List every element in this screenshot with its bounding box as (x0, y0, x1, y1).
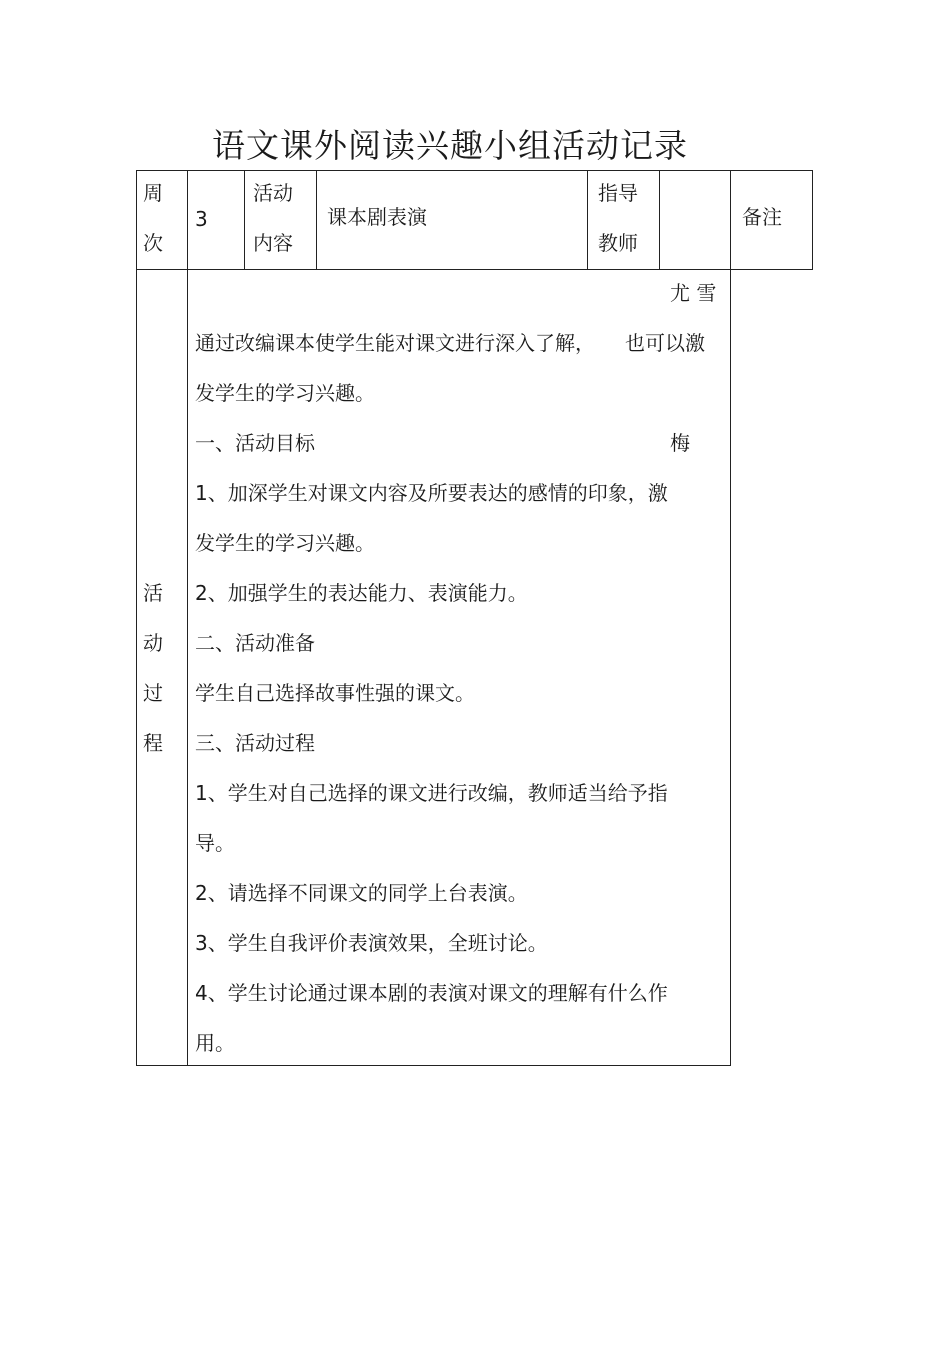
week-label-line-2: 次 (143, 231, 163, 255)
content-label-line-1: 活动 (253, 181, 293, 205)
content-value: 课本剧表演 (327, 205, 427, 229)
table-border-left (136, 170, 137, 1066)
teacher-label-line-2: 教师 (598, 231, 638, 255)
process-line: 发学生的学习兴趣。 (195, 381, 375, 405)
process-line: 1、学生对自己选择的课文进行改编，教师适当给予指 (195, 781, 668, 805)
process-label-char: 过 (143, 681, 163, 705)
process-label-char: 程 (143, 731, 163, 755)
teacher-name-line-2: 梅 (670, 431, 690, 455)
process-line: 4、学生讨论通过课本剧的表演对课文的理解有什么作 (195, 981, 668, 1005)
process-label-char: 动 (143, 631, 163, 655)
process-line: 学生自己选择故事性强的课文。 (195, 681, 475, 705)
teacher-label (598, 168, 638, 268)
process-line: 1、加深学生对课文内容及所要表达的感情的印象，激 (195, 481, 668, 505)
remarks-label: 备注 (742, 205, 782, 229)
page-title: 语文课外阅读兴趣小组活动记录 (212, 126, 688, 165)
process-line: 一、活动目标 (195, 431, 315, 455)
table-divider-4 (587, 170, 588, 270)
table-border-right (812, 170, 813, 270)
week-label (143, 168, 163, 268)
process-line: 通过改编课本使学生能对课文进行深入了解， 也可以激 (195, 331, 705, 355)
teacher-name-line-1: 尤 雪 (670, 281, 717, 305)
process-line: 2、加强学生的表达能力、表演能力。 (195, 581, 528, 605)
table-divider-6 (730, 170, 731, 1066)
process-line: 发学生的学习兴趣。 (195, 531, 375, 555)
content-label-line-2: 内容 (253, 231, 293, 255)
table-divider-2 (244, 170, 245, 270)
process-label-char: 活 (143, 581, 163, 605)
process-line: 3、学生自我评价表演效果，全班讨论。 (195, 931, 548, 955)
teacher-label-line-1: 指导 (598, 181, 638, 205)
process-line: 导。 (195, 831, 235, 855)
process-line: 2、请选择不同课文的同学上台表演。 (195, 881, 528, 905)
week-value: 3 (195, 207, 208, 231)
table-divider-5 (659, 170, 660, 270)
process-line: 三、活动过程 (195, 731, 315, 755)
content-label (253, 168, 293, 268)
week-label-line-1: 周 (143, 181, 163, 205)
process-line: 二、活动准备 (195, 631, 315, 655)
process-line: 用。 (195, 1031, 235, 1055)
table-divider-1 (187, 170, 188, 1066)
process-label (143, 568, 163, 768)
table-divider-3 (316, 170, 317, 270)
